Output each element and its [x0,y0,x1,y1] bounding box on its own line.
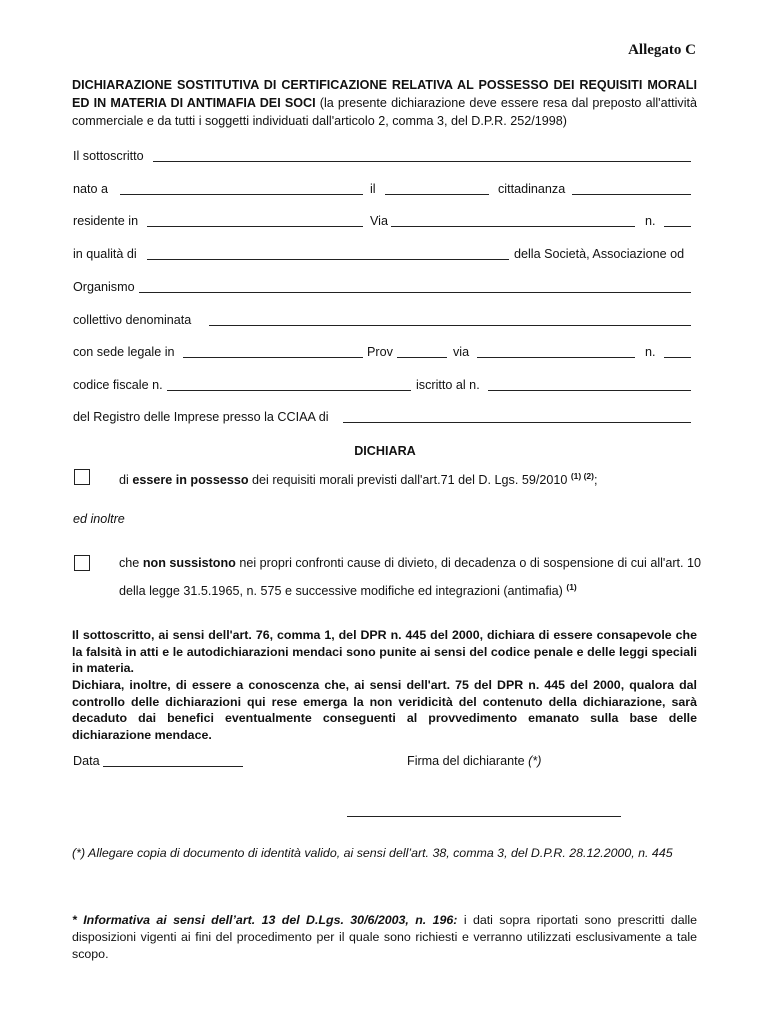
row-sottoscritto [73,146,693,166]
input-via[interactable] [391,226,635,227]
label-della-societa: della Società, Associazione od [514,247,685,261]
paragraph-conoscenza: Dichiara, inoltre, di essere a conoscenza che, ai sensi dell'art. 75 del DPR n. 445 del 2000, qualora dal controllo delle dichiarazioni qui rese emerga la non veridicità del contenuto della dichiarazione, sarà decaduto dai benefici eventualmente conseguenti al provvedimento emanato sulla base delle dichiarazione mendace. [72,678,697,742]
label-collettivo: collettivo denominata [73,313,192,327]
label-n-sede: n. [645,345,656,359]
input-collettivo[interactable] [209,325,691,326]
clause1-footnote-ref: (1) (2) [570,471,594,481]
label-via: Via [370,214,388,228]
label-iscritto-al: iscritto al n. [416,378,480,392]
ed-inoltre: ed inoltre [73,512,125,526]
label-via-sede: via [453,345,470,359]
row-registro [73,407,693,427]
firma-star: (*) [528,754,542,768]
row-collettivo [73,310,693,330]
header-subtitle: (la presente dichiarazione deve essere resa dal preposto all'attività commerciale e da tutti i soggetti individuati dall'articolo 2, comma 3, del D.P.R. 252/1998) [72,96,697,128]
clause-antimafia [119,551,709,603]
input-data[interactable] [103,766,243,767]
header-title: DICHIARAZIONE SOSTITUTIVA DI CERTIFICAZIONE RELATIVA AL POSSESSO DEI REQUISITI MORALI ED IN MATERIA DI ANTIMAFIA DEI SOCI [72,78,697,110]
input-prov[interactable] [397,357,447,358]
input-organismo[interactable] [139,292,691,293]
input-nato-a[interactable] [120,194,363,195]
label-n: n. [645,214,656,228]
label-il: il [370,182,376,196]
clause2-footnote-ref: (1) [566,582,577,592]
input-via-sede[interactable] [477,357,635,358]
input-cittadinanza[interactable] [572,194,691,195]
input-codice-fiscale[interactable] [167,390,411,391]
label-firma [407,754,541,768]
clause2-text: nei propri confronti cause di divieto, di decadenza o di sospensione di cui all'art. 10 della legge 31.5.1965, n. 575 e successive modifiche ed integrazioni (antimafia) [119,556,702,599]
paragraph-consapevole: Il sottoscritto, ai sensi dell'art. 76, comma 1, del DPR n. 445 del 2000, dichiara di essere consapevole che la falsità in atti e le autodichiarazioni mendaci sono punite ai sensi del codice penale e delle leggi speciali in materia. [72,628,697,675]
clause2-pre: che [119,556,140,570]
clause1-pre: di [119,473,129,488]
label-data: Data [73,754,100,768]
label-codice-fiscale: codice fiscale n. [73,378,163,392]
label-in-qualita-di: in qualità di [73,247,137,261]
input-sottoscritto[interactable] [153,161,691,162]
input-sede[interactable] [183,357,363,358]
document-header [72,76,697,130]
checkbox-antimafia[interactable] [74,555,90,571]
input-civico[interactable] [664,226,691,227]
informativa-title: * Informativa ai sensi dell’art. 13 del D.Lgs. 30/6/2003, n. 196: [72,913,458,927]
label-organismo: Organismo [73,280,135,294]
clause1-bold: essere in possesso [132,473,249,488]
row-sede [73,342,693,362]
row-residenza [73,211,693,231]
clause-requisiti-morali [119,464,709,492]
label-prov: Prov [367,345,393,359]
row-qualita [73,244,693,264]
allegato-label: Allegato C [628,42,696,58]
checkbox-requisiti-morali[interactable] [74,469,90,485]
informativa-text: i dati sopra riportati sono prescritti dalle disposizioni vigenti ai fini del procedimento per il quale sono richiesti e verranno utilizzati esclusivamente a tale scopo. [72,913,697,961]
row-codice-fiscale [73,375,693,395]
row-data-firma [73,751,693,771]
input-iscritto-al[interactable] [488,390,691,391]
clause1-text: dei requisiti morali previsti dall'art.71 del D. Lgs. 59/2010 [252,473,568,488]
input-cciaa[interactable] [343,422,691,423]
label-sottoscritto: Il sottoscritto [73,149,144,163]
label-registro: del Registro delle Imprese presso la CCIAA di [73,410,329,424]
label-con-sede: con sede legale in [73,345,175,359]
row-organismo [73,277,693,297]
informativa-privacy [72,912,697,963]
clause1-end: ; [593,473,598,488]
note-documento-identita: (*) Allegare copia di documento di identità valido, ai sensi dell’art. 38, comma 3, del D.P.R. 28.12.2000, n. 445 [72,846,673,860]
input-qualita[interactable] [147,259,509,260]
clause2-bold: non sussistono [142,556,236,570]
input-data-nascita[interactable] [385,194,489,195]
firma-label-text: Firma del dichiarante [407,754,525,768]
label-cittadinanza: cittadinanza [498,182,566,196]
label-residente-in: residente in [73,214,139,228]
dichiara-heading: DICHIARA [354,444,416,458]
label-nato-a: nato a [73,182,109,196]
input-civico-sede[interactable] [664,357,691,358]
input-residente-in[interactable] [147,226,363,227]
signature-line[interactable] [347,816,621,817]
row-nascita [73,179,693,199]
